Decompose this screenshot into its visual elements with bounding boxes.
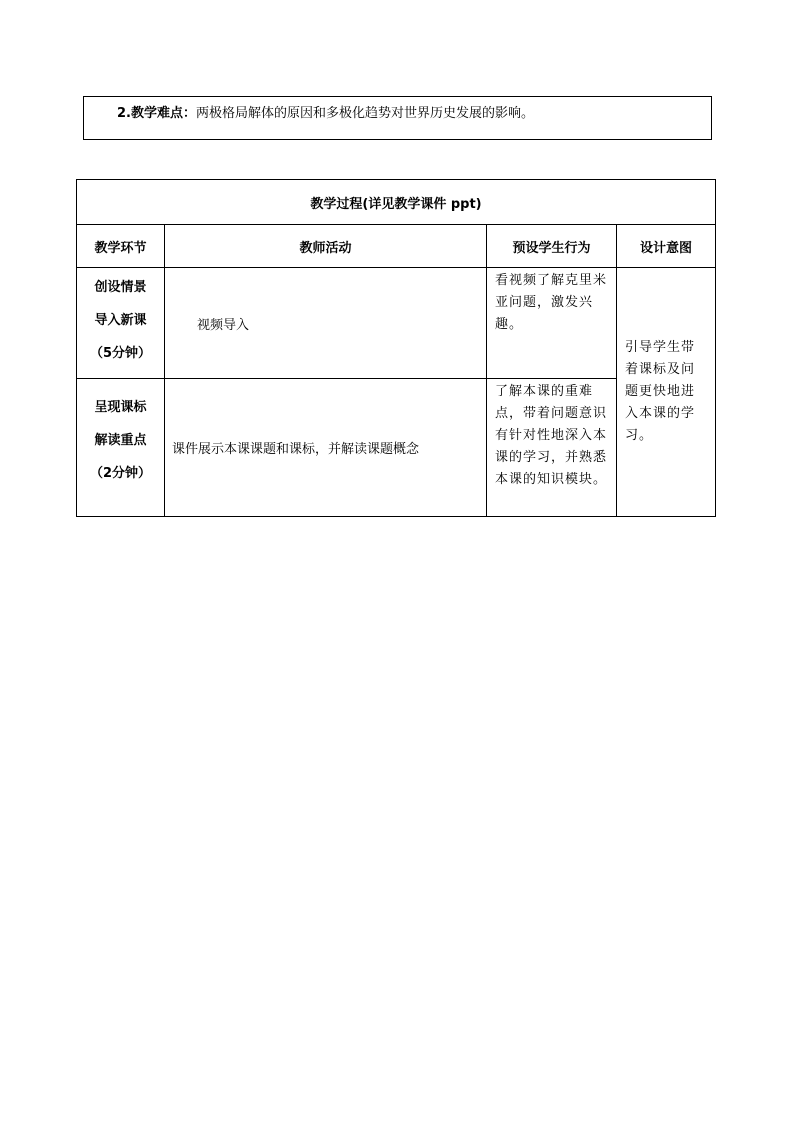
teaching-process-table bbox=[76, 179, 716, 517]
header-student-behavior: 预设学生行为 bbox=[487, 225, 617, 268]
student-behavior-cell: 看视频了解克里米亚问题，激发兴趣。 bbox=[487, 268, 617, 379]
stage-cell bbox=[77, 379, 165, 517]
table-title: 教学过程(详见教学课件 ppt) bbox=[77, 180, 716, 225]
header-design-intent: 设计意图 bbox=[617, 225, 716, 268]
student-behavior-cell: 了解本课的重难点，带着问题意识有针对性地深入本课的学习，并熟悉本课的知识模块。 bbox=[487, 379, 617, 517]
stage-line: （2分钟） bbox=[89, 466, 152, 481]
table-row bbox=[77, 268, 716, 379]
teaching-difficulty-line bbox=[117, 105, 534, 123]
header-stage: 教学环节 bbox=[77, 225, 165, 268]
stage-line: 呈现课标 bbox=[94, 400, 147, 415]
stage-line: （5分钟） bbox=[89, 346, 152, 361]
teaching-difficulty-box bbox=[83, 96, 712, 140]
stage-cell bbox=[77, 268, 165, 379]
design-intent-cell: 引导学生带着课标及问题更快地进入本课的学习。 bbox=[617, 268, 716, 517]
teaching-difficulty-text: 两极格局解体的原因和多极化趋势对世界历史发展的影响。 bbox=[195, 106, 534, 121]
header-teacher-activity: 教师活动 bbox=[165, 225, 487, 268]
stage-line: 创设情景 bbox=[94, 280, 147, 295]
stage-line: 解读重点 bbox=[94, 433, 147, 448]
teacher-activity-cell: 课件展示本课课题和课标，并解读课题概念 bbox=[165, 379, 487, 517]
stage-line: 导入新课 bbox=[94, 313, 147, 328]
teaching-difficulty-label: 2.教学难点： bbox=[117, 106, 196, 121]
teacher-activity-cell: 视频导入 bbox=[165, 268, 487, 379]
